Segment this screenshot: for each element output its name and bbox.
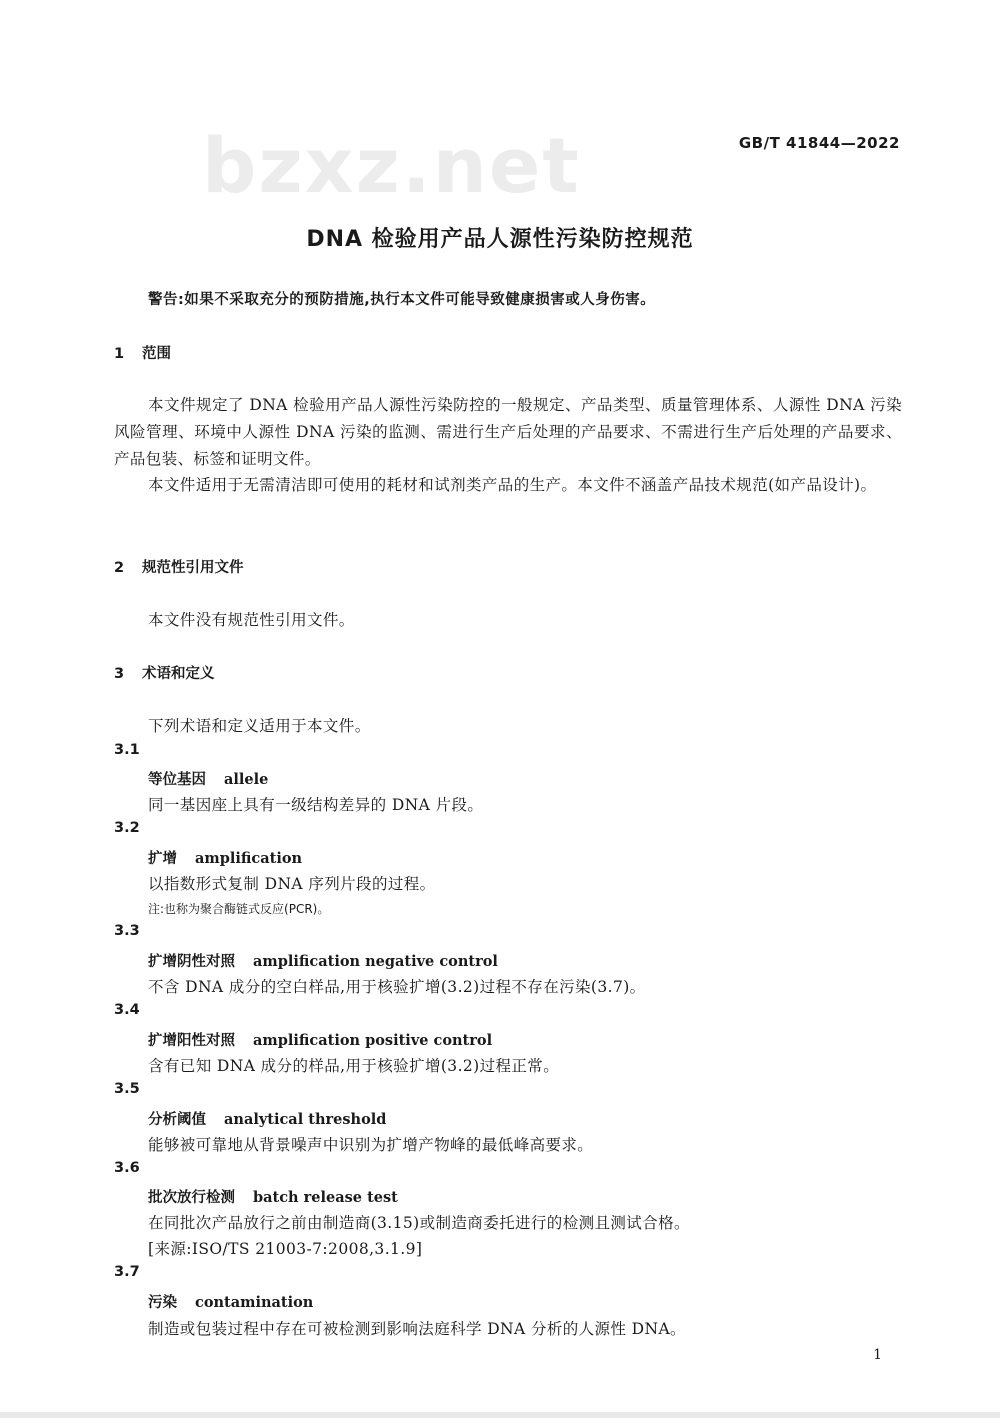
term-definition: 能够被可靠地从背景噪声中识别为扩增产物峰的最低峰高要求。: [148, 1136, 594, 1154]
term-source: [来源:ISO/TS 21003-7:2008,3.1.9]: [148, 1240, 423, 1258]
term-name-zh: 等位基因: [148, 772, 206, 788]
section-title: 规范性引用文件: [142, 560, 244, 576]
term-definition: 以指数形式复制 DNA 序列片段的过程。: [148, 875, 436, 893]
standard-code: GB/T 41844—2022: [738, 134, 900, 152]
term-definition: 不含 DNA 成分的空白样品,用于核验扩增(3.2)过程不存在污染(3.7)。: [148, 978, 646, 996]
normative-references-text: 本文件没有规范性引用文件。: [148, 611, 355, 629]
term-name-en: contamination: [195, 1294, 314, 1311]
section-number: 2: [114, 560, 125, 576]
term-definition: 在同批次产品放行之前由制造商(3.15)或制造商委托进行的检测且测试合格。: [148, 1214, 690, 1232]
term-definition: 含有已知 DNA 成分的样品,用于核验扩增(3.2)过程正常。: [148, 1057, 560, 1075]
term-name-zh: 扩增: [148, 851, 177, 867]
watermark: bzxz.net: [202, 121, 581, 210]
page-number: 1: [873, 1347, 882, 1363]
warning-statement: 警告:如果不采取充分的预防措施,执行本文件可能导致健康损害或人身伤害。: [148, 292, 656, 308]
term-name-en: allele: [224, 771, 269, 788]
term-number: 3.4: [114, 1002, 140, 1018]
section-heading-terms: [114, 662, 215, 683]
section-heading-normative-references: [114, 556, 244, 577]
section-number: 1: [114, 346, 125, 362]
section-title: 范围: [142, 346, 171, 362]
term-name: [148, 768, 268, 789]
term-name-en: amplification: [195, 850, 303, 867]
term-definition: 同一基因座上具有一级结构差异的 DNA 片段。: [148, 796, 484, 814]
term-name-zh: 扩增阴性对照: [148, 954, 235, 970]
term-definition: 制造或包装过程中存在可被检测到影响法庭科学 DNA 分析的人源性 DNA。: [148, 1320, 686, 1338]
term-note: 注:也称为聚合酶链式反应(PCR)。: [148, 902, 330, 916]
term-name: [148, 1291, 313, 1312]
term-number: 3.7: [114, 1264, 140, 1280]
term-name-en: amplification negative control: [253, 953, 498, 970]
term-number: 3.1: [114, 742, 140, 758]
scope-paragraph-1: 本文件规定了 DNA 检验用产品人源性污染防控的一般规定、产品类型、质量管理体系、人源性 DNA 污染风险管理、环境中人源性 DNA 污染的监测、需进行生产后处理的产品要求、不需进行生产后处理的产品要求、产品包装、标签和证明文件。: [114, 396, 902, 468]
term-name: [148, 950, 498, 971]
page-bottom-edge: [0, 1412, 1000, 1418]
term-name: [148, 1186, 398, 1207]
term-name-en: batch release test: [253, 1189, 398, 1206]
term-number: 3.2: [114, 820, 140, 836]
term-name-zh: 分析阈值: [148, 1112, 206, 1128]
term-name-zh: 批次放行检测: [148, 1190, 235, 1206]
section-title: 术语和定义: [142, 666, 215, 682]
term-number: 3.6: [114, 1160, 140, 1176]
term-number: 3.3: [114, 923, 140, 939]
term-name-en: analytical threshold: [224, 1111, 387, 1128]
term-name: [148, 1108, 386, 1129]
term-name-zh: 扩增阳性对照: [148, 1033, 235, 1049]
term-name-en: amplification positive control: [253, 1032, 493, 1049]
document-title: DNA 检验用产品人源性污染防控规范: [306, 227, 694, 252]
term-name-zh: 污染: [148, 1295, 177, 1311]
terms-intro: 下列术语和定义适用于本文件。: [148, 717, 371, 735]
section-heading-scope: [114, 342, 171, 363]
scope-paragraph-2: 本文件适用于无需清洁即可使用的耗材和试剂类产品的生产。本文件不涵盖产品技术规范(如产品设计)。: [148, 476, 877, 494]
term-number: 3.5: [114, 1081, 140, 1097]
term-name: [148, 847, 302, 868]
section-number: 3: [114, 666, 125, 682]
term-name: [148, 1029, 492, 1050]
